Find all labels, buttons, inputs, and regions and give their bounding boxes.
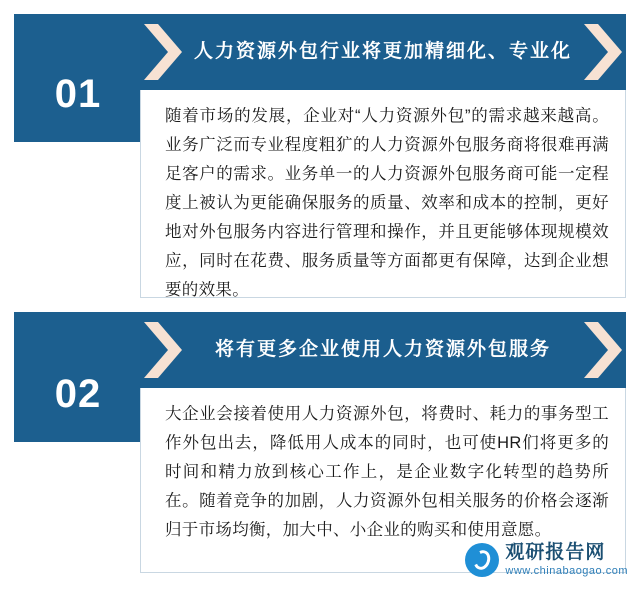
swirl-logo-icon [465, 543, 499, 577]
block-body-2: 大企业会接着使用人力资源外包，将费时、耗力的事务型工作外包出去，降低用人成本的同时，也可使HR们将更多的时间和精力放到核心工作上，是企业数字化转型的趋势所在。随着竞争的加剧，人力资源外包相关服务的价格会逐渐归于市场均衡，加大中、小企业的购买和使用意愿。 [140, 388, 626, 573]
watermark-logo [465, 537, 628, 583]
watermark-text [505, 542, 628, 578]
block-body-1: 随着市场的发展，企业对“人力资源外包”的需求越来越高。业务广泛而专业程度粗犷的人力资源外包服务商将很难再满足客户的需求。业务单一的人力资源外包服务商可能一定程度上被认为更能确保服务的质量、效率和成本的控制，更好地对外包服务内容进行管理和操作，并且更能够体现规模效应，同时在花费、服务质量等方面都更有保障，达到企业想要的效果。 [140, 90, 626, 298]
block-number-2: 02 [14, 312, 142, 442]
watermark-url: www.chinabaogao.com [505, 565, 628, 577]
block-title-1: 人力资源外包行业将更加精细化、专业化 [140, 14, 626, 90]
watermark-name: 观研报告网 [505, 542, 606, 563]
block-title-2: 将有更多企业使用人力资源外包服务 [140, 312, 626, 388]
block-number-1: 01 [14, 14, 142, 142]
